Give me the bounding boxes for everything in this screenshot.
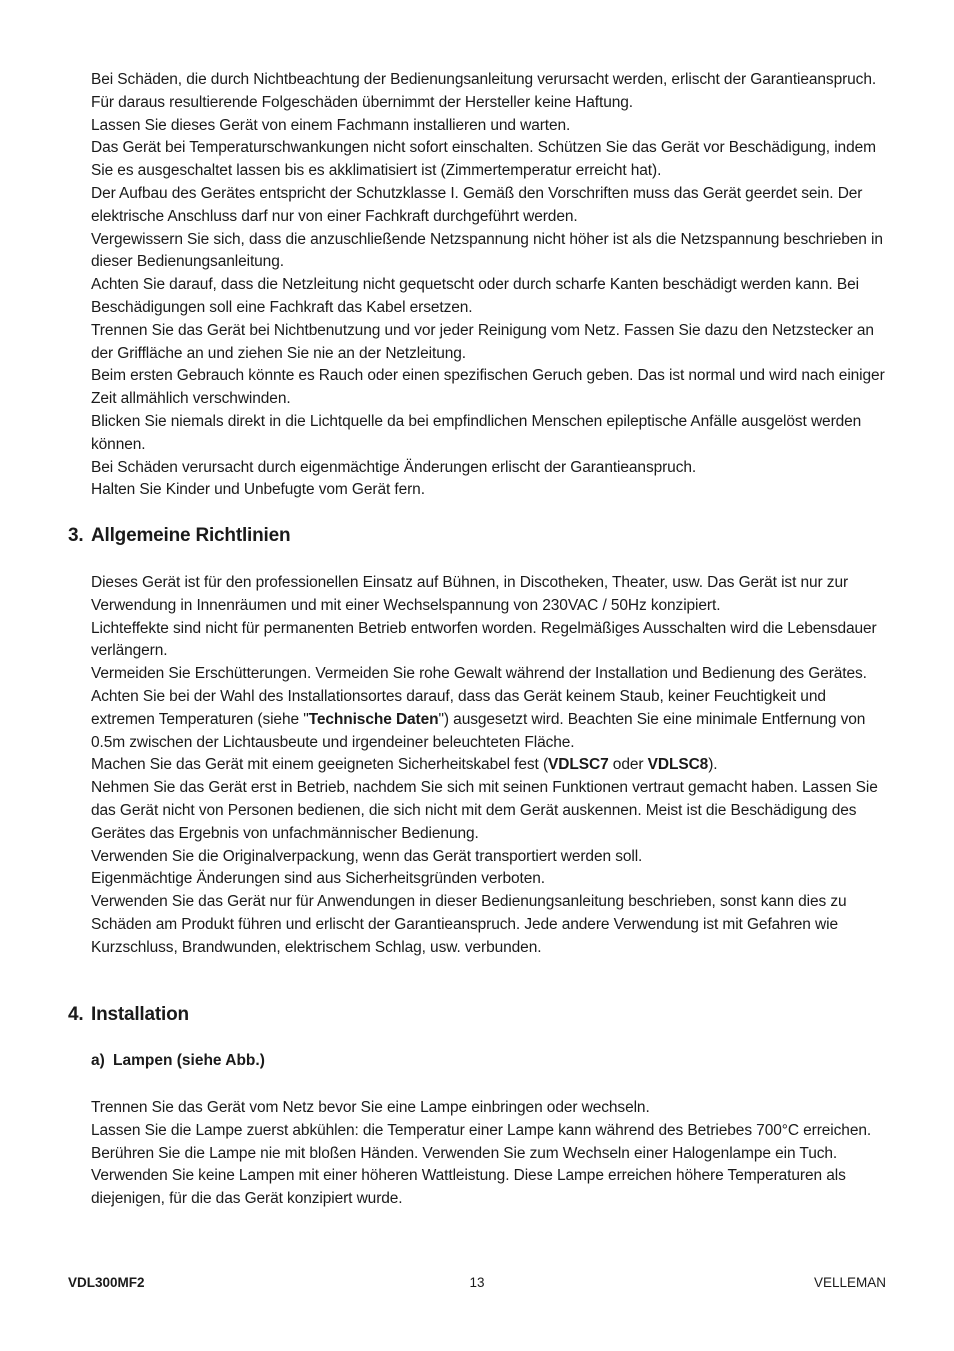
bold-model: VDLSC8 <box>647 756 709 774</box>
paragraph: Machen Sie das Gerät mit einem geeigneten Sicherheitskabel fest (VDLSC7 oder VDLSC8). <box>91 756 718 774</box>
paragraph: Verwenden Sie das Gerät nur für Anwendungen in dieser Bedienungsanleitung beschrieben, sonst kann dies zu Schäden am Produkt führen und erlischt der Garantieanspruch. Jede andere Verwendung ist mit Gefahren wie Kurzschluss, Brandwunden, elektrischem Schlag, usw. verbunden. <box>91 893 847 956</box>
section-4-heading <box>68 1004 189 1026</box>
paragraph: Eigenmächtige Änderungen sind aus Sicherheitsgründen verboten. <box>91 870 545 888</box>
footer-model: VDL300MF2 <box>68 1275 145 1290</box>
paragraph: Der Aufbau des Gerätes entspricht der Schutzklasse I. Gemäß den Vorschriften muss das Gerät geerdet sein. Der elektrische Anschluss darf nur von einer Fachkraft durchgeführt werden. <box>91 184 863 225</box>
paragraph: Trennen Sie das Gerät bei Nichtbenutzung und vor jeder Reinigung vom Netz. Fassen Sie dazu den Netzstecker an der Griffläche an und ziehen Sie nie an der Netzleitung. <box>91 321 874 362</box>
subsection-a-heading <box>91 1052 265 1070</box>
page-number: 13 <box>469 1275 485 1290</box>
section-number: 4. <box>68 1004 84 1025</box>
paragraph: Vergewissern Sie sich, dass die anzuschließende Netzspannung nicht höher ist als die Netzspannung beschrieben in dieser Bedienungsanleitung. <box>91 230 883 271</box>
bold-model: VDLSC7 <box>548 756 609 774</box>
section-4-body <box>91 1097 891 1211</box>
paragraph: Berühren Sie die Lampe nie mit bloßen Händen. Verwenden Sie zum Wechseln einer Halogenlampe ein Tuch. <box>91 1144 838 1162</box>
paragraph: Bei Schäden, die durch Nichtbeachtung der Bedienungsanleitung verursacht werden, erlischt der Garantieanspruch. Für daraus resultierende Folgeschäden übernimmt der Hersteller keine Haftung. <box>91 71 877 111</box>
paragraph: Lassen Sie die Lampe zuerst abkühlen: die Temperatur einer Lampe kann während des Betriebes 700°C erreichen. <box>91 1121 872 1139</box>
paragraph: Bei Schäden verursacht durch eigenmächtige Änderungen erlischt der Garantieanspruch. <box>91 458 697 476</box>
paragraph: Lichteffekte sind nicht für permanenten Betrieb entworfen worden. Regelmäßiges Ausschalten wird die Lebensdauer verlängern. <box>91 619 877 660</box>
paragraph: Dieses Gerät ist für den professionellen Einsatz auf Bühnen, in Discotheken, Theater, usw. Das Gerät ist nur zur Verwendung in Innenräumen und mit einer Wechselspannung von 230VAC / 50Hz konzipiert. <box>91 574 849 614</box>
paragraph: Trennen Sie das Gerät vom Netz bevor Sie eine Lampe einbringen oder wechseln. <box>91 1099 650 1116</box>
subsection-title: Lampen (siehe Abb.) <box>113 1052 265 1069</box>
section-number: 3. <box>68 525 84 546</box>
paragraph: Verwenden Sie keine Lampen mit einer höheren Wattleistung. Diese Lampe erreichen höhere Temperaturen als diejenigen, für die das Gerät konzipiert wurde. <box>91 1167 846 1208</box>
section-title: Installation <box>91 1004 189 1025</box>
paragraph: Achten Sie darauf, dass die Netzleitung nicht gequetscht oder durch scharfe Kanten beschädigt werden kann. Bei Beschädigungen soll eine Fachkraft das Kabel ersetzen. <box>91 276 859 316</box>
bold-reference: Technische Daten <box>308 710 439 728</box>
paragraph: Nehmen Sie das Gerät erst in Betrieb, nachdem Sie sich mit seinen Funktionen vertraut gemacht haben. Lassen Sie das Gerät nicht von Personen bedienen, die sich nicht mit dem Gerät auskennen. Meist ist die Beschädigung des Gerätes das Ergebnis von unfachmännischer Bedienung. <box>91 779 878 842</box>
paragraph: Beim ersten Gebrauch könnte es Rauch oder einen spezifischen Geruch geben. Das ist normal und wird nach einiger Zeit allmählich verschwinden. <box>91 367 885 408</box>
paragraph: Achten Sie bei der Wahl des Installationsortes darauf, dass das Gerät keinem Staub, keiner Feuchtigkeit und extremen Temperaturen (siehe "Technische Daten") ausgesetzt wird. Beachten Sie eine minimale Entfernung von 0.5m zwischen der Lichtausbeute und irgendeiner beleuchteten Fläche. <box>91 687 866 751</box>
paragraph: Blicken Sie niemals direkt in die Lichtquelle da bei empfindlichen Menschen epileptische Anfälle ausgelöst werden können. <box>91 412 862 453</box>
section-title: Allgemeine Richtlinien <box>91 525 291 546</box>
section-3-body <box>91 572 891 960</box>
safety-notes <box>91 69 891 502</box>
paragraph: Das Gerät bei Temperaturschwankungen nicht sofort einschalten. Schützen Sie das Gerät vor Beschädigung, indem Sie es ausgeschaltet lassen bis es akklimatisiert ist (Zimmertemperatur erreicht hat). <box>91 139 876 180</box>
paragraph: Vermeiden Sie Erschütterungen. Vermeiden Sie rohe Gewalt während der Installation und Bedienung des Gerätes. <box>91 665 867 683</box>
paragraph: Lassen Sie dieses Gerät von einem Fachmann installieren und warten. <box>91 116 571 134</box>
footer-brand: VELLEMAN <box>813 1275 886 1290</box>
paragraph: Halten Sie Kinder und Unbefugte vom Gerät fern. <box>91 481 425 499</box>
paragraph: Verwenden Sie die Originalverpackung, wenn das Gerät transportiert werden soll. <box>91 847 643 865</box>
section-3-heading <box>68 525 290 547</box>
subsection-number: a) <box>91 1052 105 1069</box>
